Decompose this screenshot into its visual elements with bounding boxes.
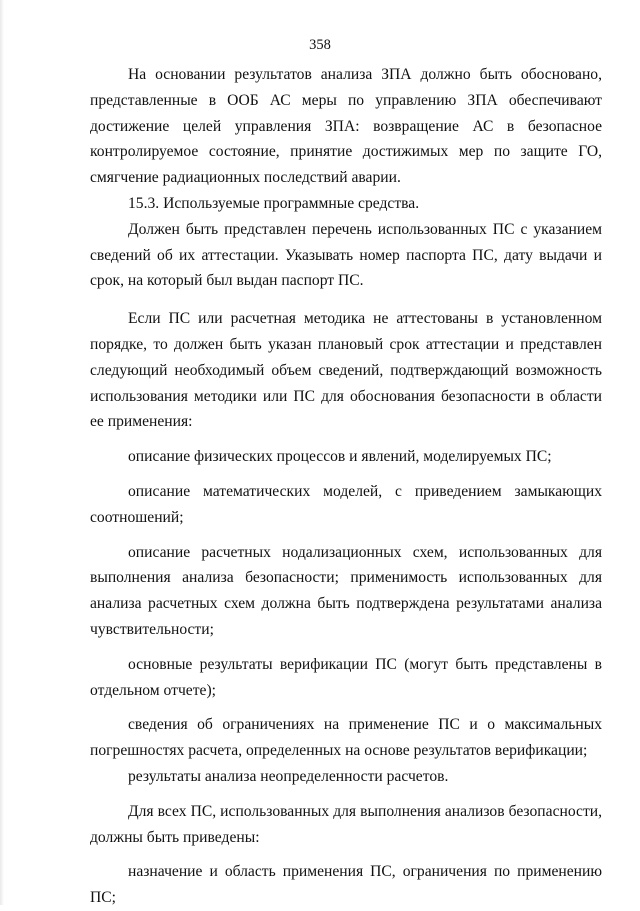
scan-edge-left xyxy=(0,0,4,905)
paragraph-zpa-analysis: На основании результатов анализа ЗПА должно быть обосновано, представленные в ООБ АС меры по управлению ЗПА обеспечивают достижение целей управления ЗПА: возвращение АС в безопасное контролируемое состояние, принятие достижимых мер по защите ГО, смягчение радиационных последствий аварии. xyxy=(90,66,602,187)
paragraph-certification: Если ПС или расчетная методика не аттестованы в установленном порядке, то должен быть указан плановый срок аттестации и представлен следующий необходимый объем сведений, подтверждающий возможность использования методики или ПС для обоснования безопасности в области ее применения: xyxy=(90,310,602,431)
list-item-uncertainty: результаты анализа неопределенности расчетов. xyxy=(128,767,449,785)
list-item-limitations: сведения об ограничениях на применение ПС и о максимальных погрешностях расчета, определенных на основе результатов верификации; xyxy=(90,716,602,760)
paragraph-software-list: Должен быть представлен перечень использованных ПС с указанием сведений об их аттестации. Указывать номер паспорта ПС, дату выдачи и срок, на который был выдан паспорт ПС. xyxy=(90,220,602,290)
page-number: 358 xyxy=(309,37,331,53)
list-item-purpose-scope: назначение и область применения ПС, ограничения по применению ПС; xyxy=(90,863,602,907)
section-heading-software: 15.3. Используемые программные средства. xyxy=(128,194,420,212)
list-item-math-models: описание математических моделей, с приведением замыкающих соотношений; xyxy=(90,482,602,526)
list-item-physical-processes: описание физических процессов и явлений, моделируемых ПС; xyxy=(128,448,552,466)
page-content xyxy=(90,62,602,911)
paragraph-all-software: Для всех ПС, использованных для выполнения анализов безопасности, должны быть приведены: xyxy=(90,802,602,846)
list-item-nodalization-schemes: описание расчетных нодализационных схем, использованных для выполнения анализа безопасности; применимость использованных для анализа расчетных схем должна быть подтверждена результатами анализа чувствительности; xyxy=(90,543,602,638)
list-item-verification-results: основные результаты верификации ПС (могут быть представлены в отдельном отчете); xyxy=(90,655,602,699)
